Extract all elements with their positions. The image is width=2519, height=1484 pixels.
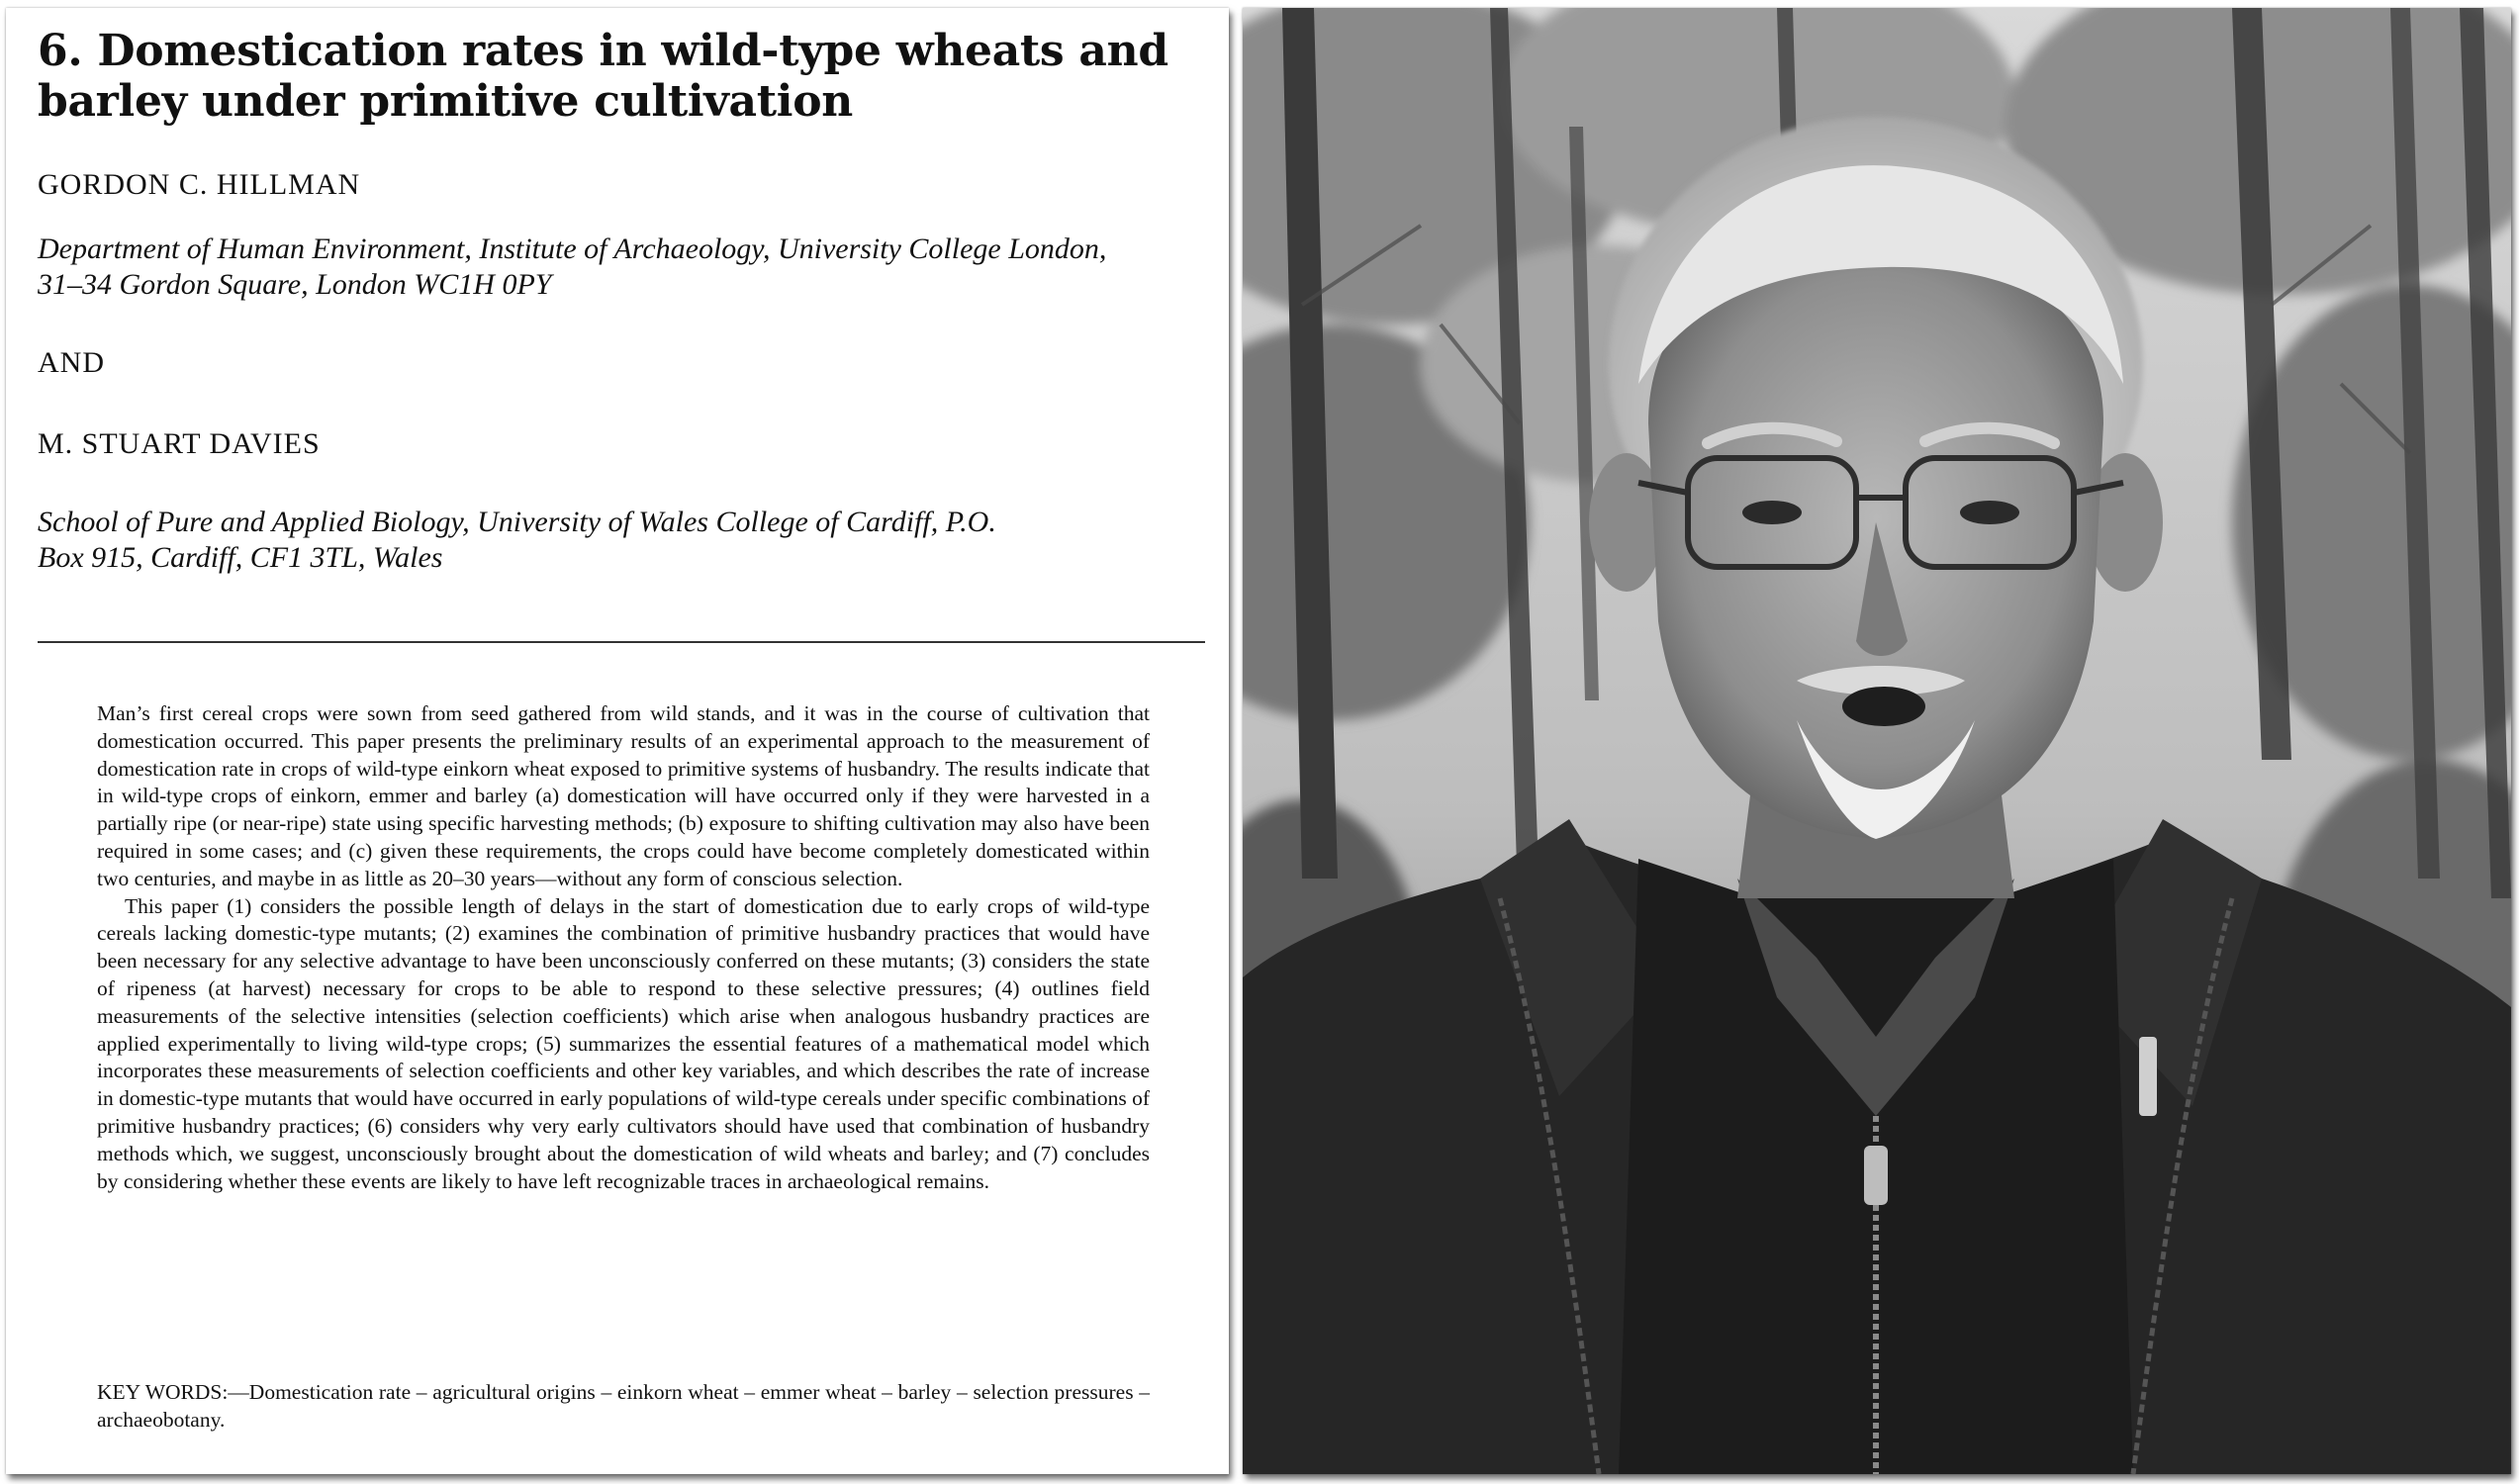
affiliation-2: [38, 505, 1205, 576]
header-divider: [38, 641, 1205, 643]
jacket-zip-tag: [2139, 1037, 2157, 1116]
affiliation-2-line-1: School of Pure and Applied Biology, University of Wales College of Cardiff, P.O.: [38, 506, 996, 538]
affiliation-1-line-1: Department of Human Environment, Institute of Archaeology, University College London,: [38, 232, 1107, 265]
abstract: [97, 700, 1150, 1195]
portrait-photo: [1243, 8, 2511, 1474]
affiliation-1: [38, 232, 1205, 303]
paper-page: [6, 8, 1229, 1474]
abstract-paragraph-2: This paper (1) considers the possible length of delays in the start of domestication due to early crops of wild-type cereals lacking domestic-type mutants; (2) examines the combination of primitive husbandry practices that would have been necessary for any selective advantage to have been unconsciously conferred on these mutants; (3) considers the state of ripeness (at harvest) necessary for crops to be able to respond to these selective pressures; (4) outlines field measurements of the selective intensities (selection coefficients) which arise when analogous husbandry practices are applied experimentally to living wild-type crops; (5) summarizes the essential features of a mathematical model which incorporates these measurements of selection coefficients and other key variables, and which describes the rate of increase in domestic-type mutants that would have occurred in early populations of wild-type cereals under specific combinations of primitive husbandry practices; (6) considers why very early cultivators should have used that combination of husbandry methods which, we suggest, unconsciously brought about the domestication of wild wheats and barley; and (7) concludes by considering whether these events are likely to have left recognizable traces in archaeological remains.: [97, 893, 1150, 1193]
paper-title: 6. Domestication rates in wild-type wheats and barley under primitive cultivation: [38, 26, 1168, 127]
eye-left: [1742, 501, 1802, 524]
author-1: GORDON C. HILLMAN: [38, 168, 361, 201]
key-words: KEY WORDS:—Domestication rate – agricultural origins – einkorn wheat – emmer wheat – barley – selection pressures – archaeobotany.: [97, 1380, 1150, 1432]
eye-right: [1960, 501, 2019, 524]
abstract-paragraph-1: Man’s first cereal crops were sown from seed gathered from wild stands, and it was in the course of cultivation that domestication occurred. This paper presents the preliminary results of an experimental approach to the measurement of domestication rate in crops of wild-type einkorn wheat exposed to primitive systems of husbandry. The results indicate that in wild-type crops of einkorn, emmer and barley (a) domestication will have occurred only if they were harvested in a partially ripe (or near-ripe) state using specific harvesting methods; (b) exposure to shifting cultivation may also have been required in some cases; and (c) given these requirements, the crops could have become completely domesticated within two centuries, and maybe in as little as 20–30 years—without any form of conscious selection.: [97, 701, 1150, 890]
portrait-image: [1243, 8, 2511, 1474]
author-conjunction: AND: [38, 346, 105, 379]
zipper-pull: [1864, 1146, 1888, 1205]
affiliation-2-line-2: Box 915, Cardiff, CF1 3TL, Wales: [38, 541, 443, 574]
author-2: M. STUART DAVIES: [38, 427, 321, 460]
mouth: [1842, 687, 1925, 726]
affiliation-1-line-2: 31–34 Gordon Square, London WC1H 0PY: [38, 268, 552, 301]
